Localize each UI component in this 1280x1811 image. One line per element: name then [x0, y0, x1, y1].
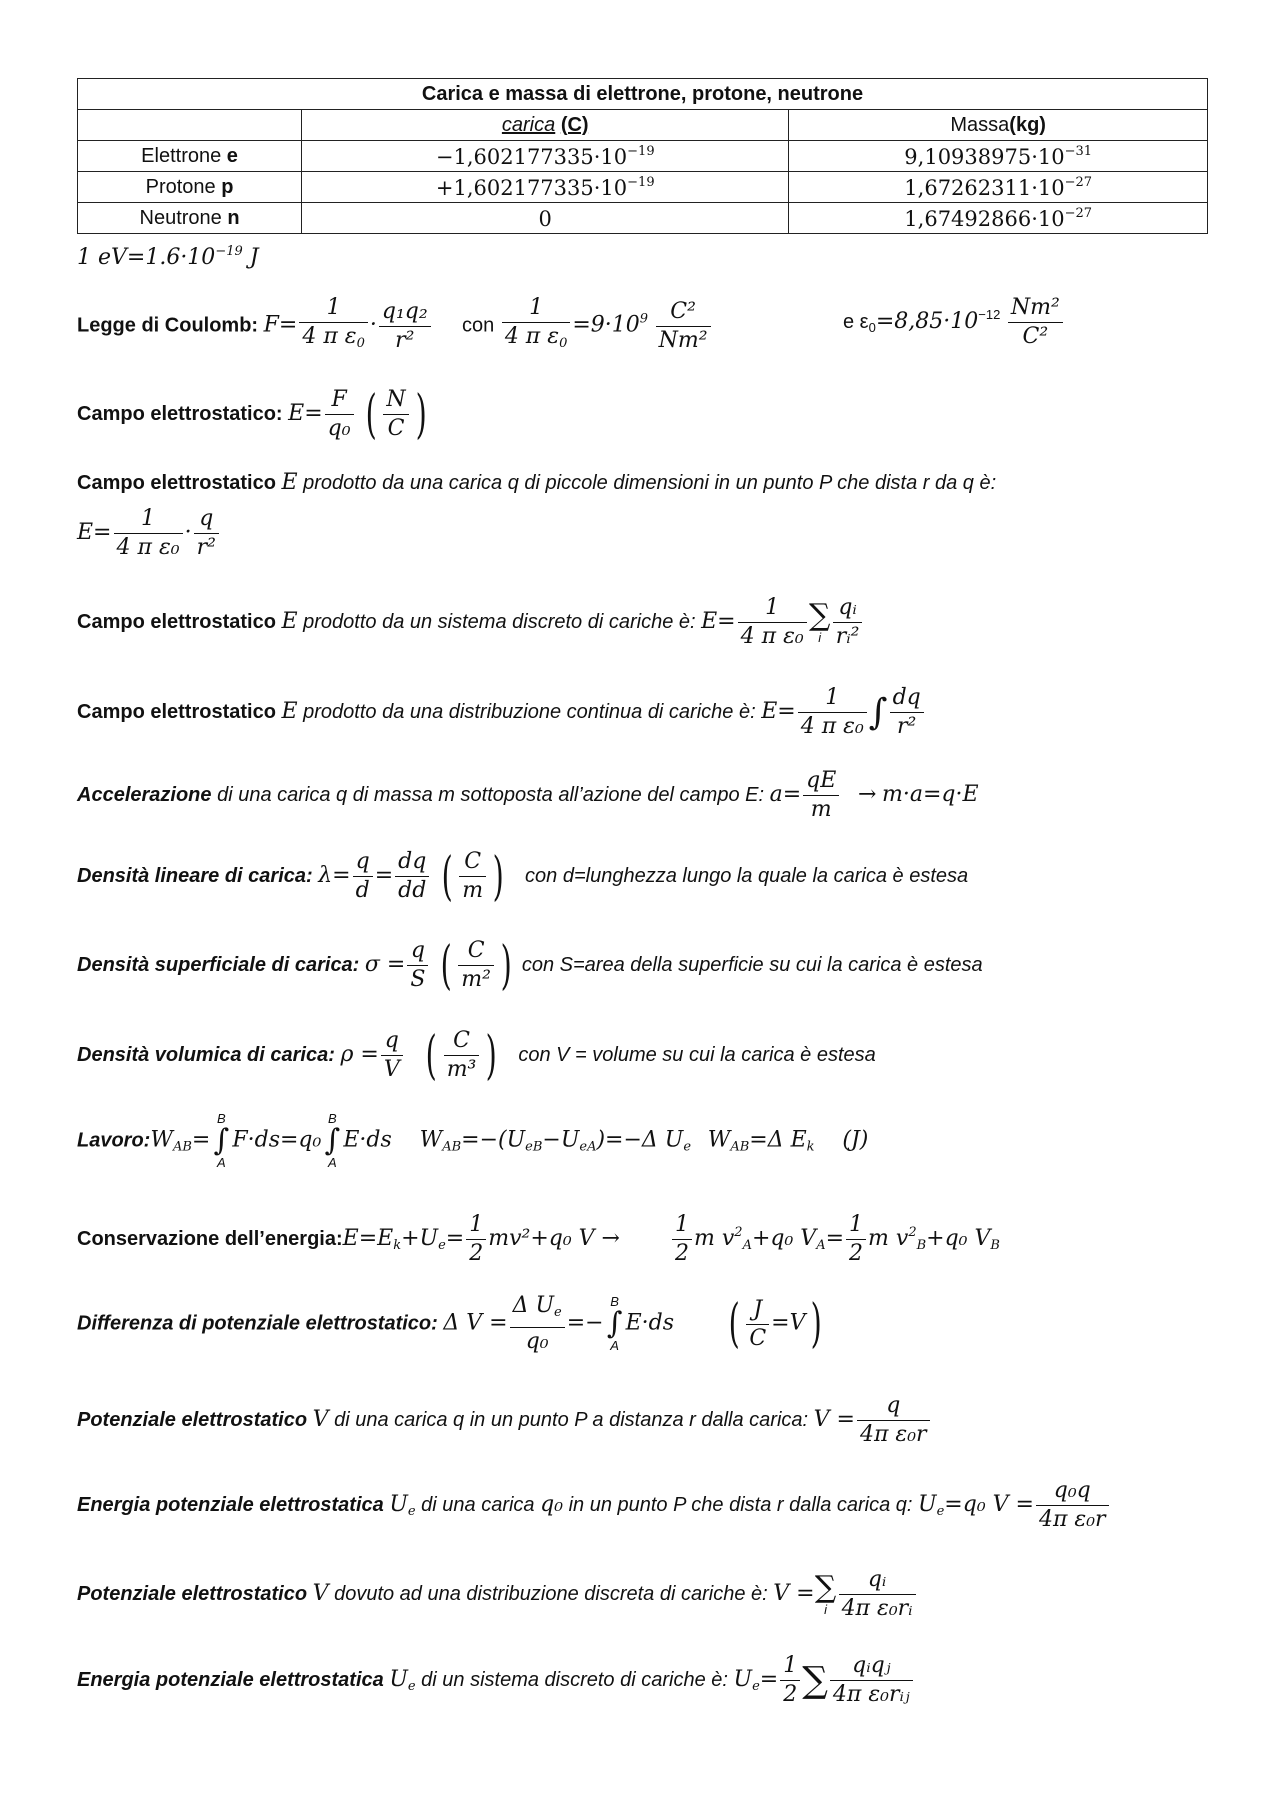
campo-point-charge: Campo elettrostatico E prodotto da una carica q di piccole dimensioni in un punto P che dista r da q è:: [77, 470, 997, 495]
potential-energy-point: Energia potenziale elettrostatica $U_e$ di una carica q₀ in un punto P che dista r dalla carica q: $U_e=q_0$ V = $\frac{\text{q₀q}}{\text{4π ε₀r}}$: [77, 1477, 1111, 1534]
e0-unit-frac: $\frac{\text{Nm²}}{\text{C²}}$: [1008, 294, 1063, 351]
coulomb-law: Legge di Coulomb: F= $\frac{1}{4 \pi \varepsilon_0}$ · $\frac{\text{q₁q₂}}{\text{r²}}$: [77, 294, 433, 358]
work: $Lavoro:W_{AB}=$ B ∫ A F·ds=q₀ B ∫ A E·ds $W_{AB}=-(U_{eB}-U_{eA})=-\Delta$ $U_e$ $W_{AB}=\Delta$ $E_k$ (J): [77, 1111, 869, 1170]
table-row: [78, 141, 1208, 172]
potential-difference: Differenza di potenziale elettrostatico: Δ V = $\frac{\Delta U_e}{\text{q₀}}$ =− B ∫ A E·ds ( $\frac{J}{C}$ =V): [77, 1293, 822, 1354]
potential-point-charge: Potenziale elettrostatico V di una carica q in un punto P a distanza r dalla carica: V = $\frac{q}{\text{4π ε₀r}}$: [77, 1392, 932, 1449]
particle-name: Protone p: [78, 172, 302, 203]
surface-density: Densità superficiale di carica: σ = $\frac{q}{S}$ ( $\frac{C}{\text{m²}}$ ) con S=area della superficie su cui la carica è estesa: [77, 935, 983, 996]
header-mass: Massa(kg): [789, 110, 1208, 141]
coulomb-frac-1: $\frac{1}{4 \pi \varepsilon_0}$: [299, 294, 368, 358]
k-frac: $\frac{1}{4 \pi \varepsilon_0}$: [502, 294, 571, 358]
header-charge: carica (C): [302, 110, 789, 141]
particle-mass: $1,67262311\cdot 10^{-27}$: [789, 172, 1208, 203]
campo-continuous: Campo elettrostatico E prodotto da una distribuzione continua di cariche è: E= $\frac{1}{\text{4 π ε₀}}$ ∫ $\frac{dq}{\text{r²}}$: [77, 684, 926, 741]
coulomb-label: Legge di Coulomb:: [77, 314, 259, 337]
particles-table: [77, 78, 1208, 234]
campo-definition: Campo elettrostatico: E= $\frac{F}{\text{q₀}}$ ( $\frac{N}{C}$ ): [77, 384, 427, 445]
epsilon-zero: e $\varepsilon_0=8,85\cdot 10^{-12}$ $\frac{\text{Nm²}}{\text{C²}}$: [843, 294, 1065, 351]
coulomb-frac-2: $\frac{\text{q₁q₂}}{\text{r²}}$: [379, 298, 431, 355]
table-row: [78, 203, 1208, 234]
potential-discrete: Potenziale elettrostatico V dovuto ad una distribuzione discreta di cariche è: V = ∑ i $\frac{\text{qᵢ}}{\text{4π ε₀rᵢ}}$: [77, 1566, 918, 1623]
table-header-row: [78, 110, 1208, 141]
header-empty: [78, 110, 302, 141]
particle-charge: $+1,602177335\cdot 10^{-19}$: [302, 172, 789, 203]
linear-density: Densità lineare di carica: λ= $\frac{q}{d}$ = $\frac{dq}{dd}$ ( $\frac{C}{m}$ ) con d=lunghezza lungo la quale la carica è estesa: [77, 846, 969, 907]
table-row: [78, 172, 1208, 203]
energy-conservation: Conservazione $dell’energia:E=E_k+U_e=$ $\frac{1}{2}$ mv²+q₀ V → $\frac{1}{2}$ m $v^2_A+q_0$ $V_A=$ $\frac{1}{2}$ m $v^2_B+q_0$ $V_B$: [77, 1212, 1000, 1266]
campo-discrete: Campo elettrostatico E prodotto da un sistema discreto di cariche è: E= $\frac{1}{\text{4 π ε₀}}$ ∑ i $\frac{\text{qᵢ}}{\text{rᵢ²}}$: [77, 594, 864, 651]
volume-density: Densità volumica di carica: ρ = $\frac{q}{V}$ ( $\frac{C}{\text{m³}}$ ) con V = volume su cui la carica è estesa: [77, 1025, 876, 1086]
table-title: Carica e massa di elettrone, protone, neutrone: [78, 79, 1208, 110]
particle-mass: $1,67492866\cdot 10^{-27}$: [789, 203, 1208, 234]
potential-energy-discrete: Energia potenziale elettrostatica $U_e$ di un sistema discreto di cariche è: $U_e=$ $\frac{1}{2}$ ∑ $\frac{\text{qᵢqⱼ}}{\text{4π ε₀rᵢⱼ}}$: [77, 1652, 915, 1709]
campo-point-charge-formula: E= $\frac{1}{\text{4 π ε₀}}$ · $\frac{q}{\text{r²}}$: [77, 505, 221, 562]
particle-mass: $9,10938975\cdot 10^{-31}$: [789, 141, 1208, 172]
particle-name: Elettrone e: [78, 141, 302, 172]
particle-charge: 0: [302, 203, 789, 234]
particle-charge: $-1,602177335\cdot 10^{-19}$: [302, 141, 789, 172]
acceleration: Accelerazione di una carica q di massa m sottoposta all’azione del campo E: a= $\frac{qE}{m}$ → m·a=q·E: [77, 768, 979, 822]
coulomb-constant: con $\frac{1}{4 \pi \varepsilon_0}$ $=9\cdot 10^9$ $\frac{\text{C²}}{\text{Nm²}}$: [462, 294, 713, 358]
k-unit-frac: $\frac{\text{C²}}{\text{Nm²}}$: [656, 298, 711, 355]
particle-name: Neutrone n: [78, 203, 302, 234]
ev-definition: 1 $eV=1.6\cdot 10^{-19}$ J: [77, 244, 259, 270]
